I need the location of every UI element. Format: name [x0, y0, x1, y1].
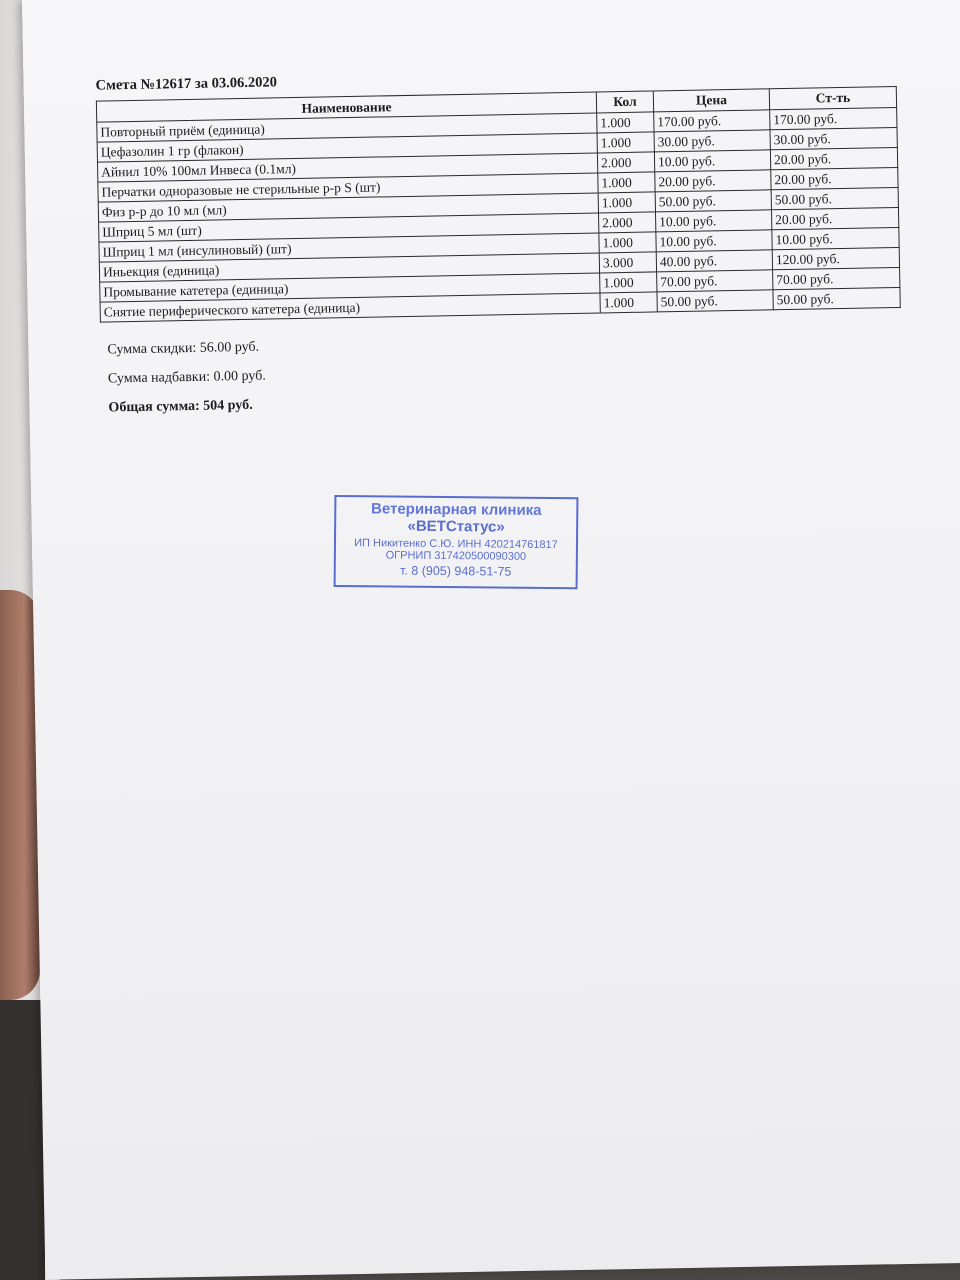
- clinic-stamp: [334, 495, 579, 589]
- stamp-owner-inn: ИП Никитенко С.Ю. ИНН 420214761817: [354, 537, 558, 552]
- item-cost: 70.00 руб.: [773, 267, 900, 289]
- discount-sum: Сумма скидки: 56.00 руб.: [107, 339, 260, 358]
- column-header-price: Цена: [653, 89, 769, 112]
- item-cost: 20.00 руб.: [771, 167, 898, 189]
- item-name: Шприц 5 мл (шт): [99, 213, 599, 242]
- item-qty: 3.000: [599, 252, 656, 273]
- item-qty: 1.000: [597, 132, 654, 153]
- column-header-name: Наименование: [96, 92, 596, 122]
- item-price: 20.00 руб.: [655, 170, 771, 192]
- item-cost: 10.00 руб.: [772, 227, 899, 249]
- item-cost: 120.00 руб.: [772, 247, 899, 269]
- item-name: Айнил 10% 100мл Инвеса (0.1мл): [97, 153, 597, 182]
- background-table: [0, 1000, 45, 1280]
- item-price: 10.00 руб.: [654, 150, 770, 172]
- item-price: 70.00 руб.: [657, 270, 773, 292]
- item-price: 40.00 руб.: [656, 250, 772, 272]
- item-cost: 30.00 руб.: [770, 127, 897, 149]
- estimate-sheet: [22, 0, 960, 1280]
- column-header-qty: Кол: [596, 91, 653, 113]
- item-name: Иньекция (единица): [99, 253, 599, 282]
- markup-sum: Сумма надбавки: 0.00 руб.: [107, 368, 266, 387]
- item-price: 10.00 руб.: [655, 210, 771, 232]
- document-title: Смета №12617 за 03.06.2020: [95, 74, 278, 94]
- item-price: 30.00 руб.: [654, 130, 770, 152]
- item-price: 50.00 руб.: [657, 290, 773, 312]
- item-qty: 1.000: [600, 272, 657, 293]
- item-cost: 50.00 руб.: [771, 187, 898, 209]
- item-name: Шприц 1 мл (инсулиновый) (шт): [99, 233, 599, 262]
- item-price: 10.00 руб.: [656, 230, 772, 252]
- column-header-cost: Ст-ть: [769, 86, 896, 109]
- item-cost: 170.00 руб.: [770, 107, 897, 129]
- item-name: Снятие периферического катетера (единица): [100, 293, 600, 322]
- item-qty: 1.000: [598, 192, 655, 213]
- item-qty: 1.000: [599, 232, 656, 253]
- total-sum: Общая сумма: 504 руб.: [108, 397, 253, 416]
- item-price: 50.00 руб.: [655, 190, 771, 212]
- item-price: 170.00 руб.: [654, 110, 770, 132]
- item-name: Цефазолин 1 гр (флакон): [97, 133, 597, 162]
- item-qty: 2.000: [597, 152, 654, 173]
- estimate-document: [95, 63, 901, 579]
- item-cost: 20.00 руб.: [770, 147, 897, 169]
- item-name: Промывание катетера (единица): [100, 273, 600, 302]
- stamp-phone: т. 8 (905) 948-51-75: [399, 563, 512, 579]
- item-cost: 50.00 руб.: [773, 287, 900, 309]
- item-qty: 1.000: [597, 112, 654, 133]
- stamp-ogrnip: ОГРНИП 317420500090300: [385, 549, 527, 563]
- item-name: Повторный приём (единица): [97, 113, 597, 142]
- item-qty: 2.000: [598, 212, 655, 233]
- item-qty: 1.000: [600, 292, 657, 313]
- stamp-clinic-type: Ветеринарная клиника: [370, 500, 542, 519]
- stamp-clinic-name: «ВЕТСтатус»: [407, 517, 505, 536]
- item-qty: 1.000: [598, 172, 655, 193]
- summary-block: [100, 328, 901, 417]
- item-name: Перчатки одноразовые не стерильные р-р S (шт): [98, 173, 598, 202]
- item-cost: 20.00 руб.: [771, 207, 898, 229]
- item-name: Физ р-р до 10 мл (мл): [98, 193, 598, 222]
- estimate-table: [96, 86, 901, 323]
